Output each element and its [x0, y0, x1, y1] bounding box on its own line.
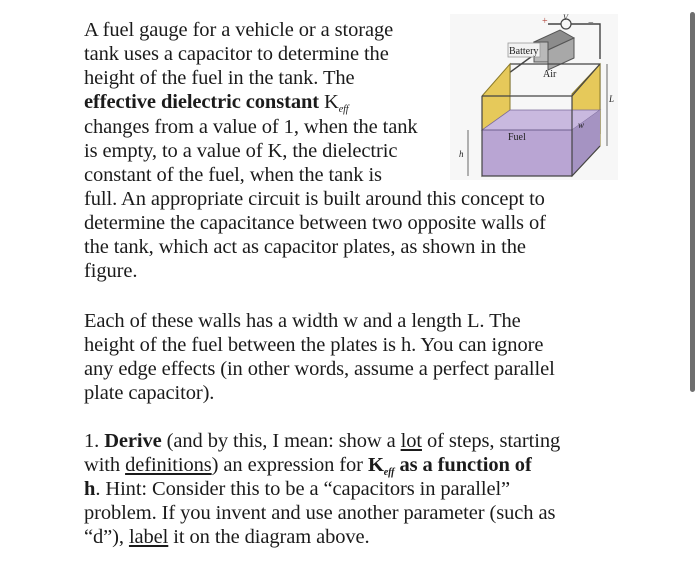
- k-eff-subscript: eff: [338, 104, 349, 115]
- plus-sign: +: [542, 16, 548, 27]
- minus-sign: −: [588, 18, 594, 29]
- p2-line-1: Each of these walls has a width w and a length L. The: [84, 310, 521, 332]
- vertical-scrollbar[interactable]: [690, 12, 695, 392]
- term-effective-dielectric: effective dielectric constant: [84, 91, 320, 113]
- q1-text-a: (and by this, I mean: show a: [161, 430, 401, 452]
- k-symbol: K: [319, 91, 339, 113]
- q5-text-a: “d”),: [84, 526, 129, 548]
- lot-underlined: lot: [400, 430, 422, 452]
- q1-text-b: of steps, starting: [421, 430, 561, 452]
- q-line-3: [84, 477, 510, 501]
- battery-label: Battery: [509, 46, 539, 57]
- q-line-1: [84, 429, 560, 453]
- v-label: V: [563, 14, 568, 22]
- keff-bold: [368, 454, 532, 476]
- w-label: w: [578, 120, 585, 130]
- q-line-4: problem. If you invent and use another parameter (such as: [84, 502, 556, 524]
- L-label: L: [609, 94, 615, 104]
- label-underlined: label: [128, 526, 169, 548]
- definitions-underlined: definitions: [125, 454, 212, 476]
- p1-line-1: A fuel gauge for a vehicle or a storage: [84, 19, 394, 41]
- p2-line-2: height of the fuel between the plates is h. You can ignore: [84, 334, 544, 356]
- p1-line-8: full. An appropriate circuit is built around this concept to: [84, 188, 545, 210]
- question-number: 1.: [84, 430, 105, 452]
- p1-line-3: height of the fuel in the tank. The: [84, 67, 355, 89]
- fuel-label: Fuel: [508, 132, 526, 143]
- derive-word: Derive: [104, 430, 162, 452]
- keff-bold-sub: eff: [383, 467, 395, 478]
- p1-line-5: changes from a value of 1, when the tank: [84, 116, 418, 138]
- p1-line-2: tank uses a capacitor to determine the: [84, 43, 389, 65]
- keff-bold-k: K: [367, 454, 384, 476]
- p2-line-4: plate capacitor).: [84, 382, 215, 404]
- q2-text-a: with: [84, 454, 126, 476]
- h-label: h: [459, 149, 464, 159]
- p1-line-6: is empty, to a value of K, the dielectric: [84, 140, 398, 162]
- q-line-5: [84, 525, 370, 549]
- p1-line-10: the tank, which act as capacitor plates, as shown in the: [84, 236, 526, 258]
- fuel-tank-figure: [450, 14, 618, 180]
- q5-text-b: it on the diagram above.: [168, 526, 370, 548]
- right-wire: [578, 24, 600, 59]
- q3-text: . Hint: Consider this to be a “capacitors in parallel”: [95, 478, 511, 500]
- h-bold: h: [84, 478, 96, 500]
- air-label: Air: [543, 69, 557, 80]
- function-of-text: as a function of: [394, 454, 532, 476]
- p1-line-4: [84, 90, 348, 118]
- fuel-front: [482, 130, 572, 176]
- p1-line-7: constant of the fuel, when the tank is: [84, 164, 382, 186]
- p1-line-9: determine the capacitance between two opposite walls of: [84, 212, 546, 234]
- p2-line-3: any edge effects (in other words, assume a perfect parallel: [84, 358, 555, 380]
- q2-text-b: ) an expression for: [211, 454, 368, 476]
- fuel-tank-diagram: [450, 14, 618, 180]
- p1-line-11: figure.: [84, 260, 138, 282]
